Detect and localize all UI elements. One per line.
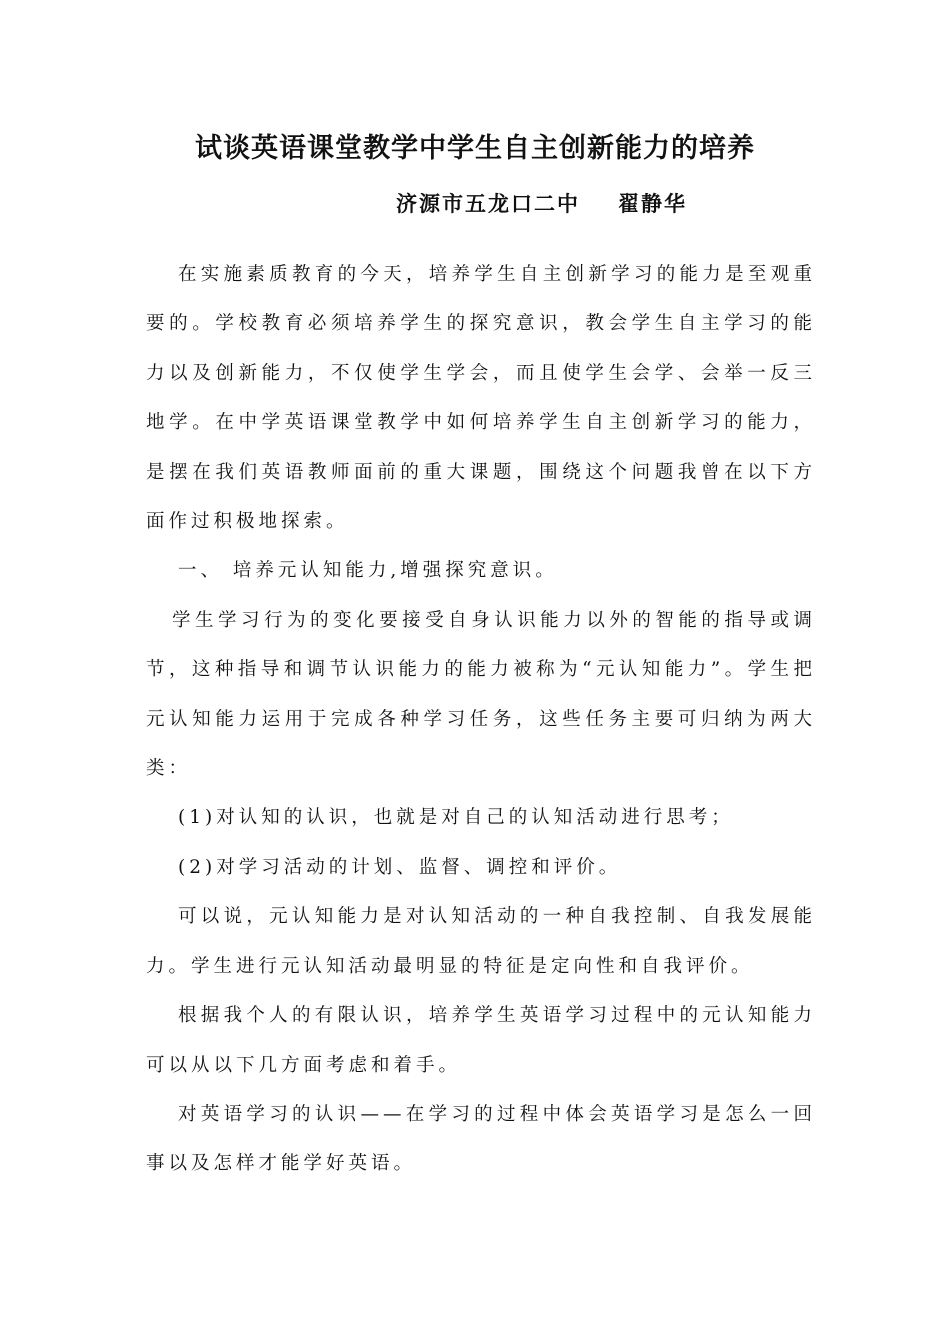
paragraph-approach: 根据我个人的有限认识，培养学生英语学习过程中的元认知能力可以从以下几方面考虑和着手。 bbox=[146, 1005, 816, 1076]
byline bbox=[396, 188, 687, 218]
paragraph-intro: 在实施素质教育的今天，培养学生自主创新学习的能力是至观重要的。学校教育必须培养学生的探究意识，教会学生自主学习的能力以及创新能力，不仅使学生学会，而且使学生会学、会举一反三地学。在中学英语课堂教学中如何培养学生自主创新学习的能力，是摆在我们英语教师面前的重大课题，围绕这个问题我曾在以下方面作过积极地探索。 bbox=[146, 264, 816, 533]
paragraph-awareness: 对英语学习的认识——在学习的过程中体会英语学习是怎么一回事以及怎样才能学好英语。 bbox=[146, 1103, 816, 1175]
author-name: 翟静华 bbox=[618, 192, 687, 216]
document-body bbox=[146, 250, 816, 1189]
list-item-1: (1)对认知的认识，也就是对自己的认知活动进行思考； bbox=[178, 807, 734, 829]
list-item-2: (2)对学习活动的计划、监督、调控和评价。 bbox=[178, 856, 622, 878]
paragraph-definition: 可以说，元认知能力是对认知活动的一种自我控制、自我发展能力。学生进行元认知活动最明显的特征是定向性和自我评价。 bbox=[146, 906, 816, 977]
school-name: 济源市五龙口二中 bbox=[396, 192, 580, 216]
section-heading-1: 一、 培养元认知能力,增强探究意识。 bbox=[178, 560, 558, 582]
document-title: 试谈英语课堂教学中学生自主创新能力的培养 bbox=[195, 133, 755, 164]
paragraph-metacognition: 学生学习行为的变化要接受自身认识能力以外的智能的指导或调节，这种指导和调节认识能力的能力被称为“元认知能力”。学生把元认知能力运用于完成各种学习任务，这些任务主要可归纳为两大类： bbox=[146, 609, 816, 780]
